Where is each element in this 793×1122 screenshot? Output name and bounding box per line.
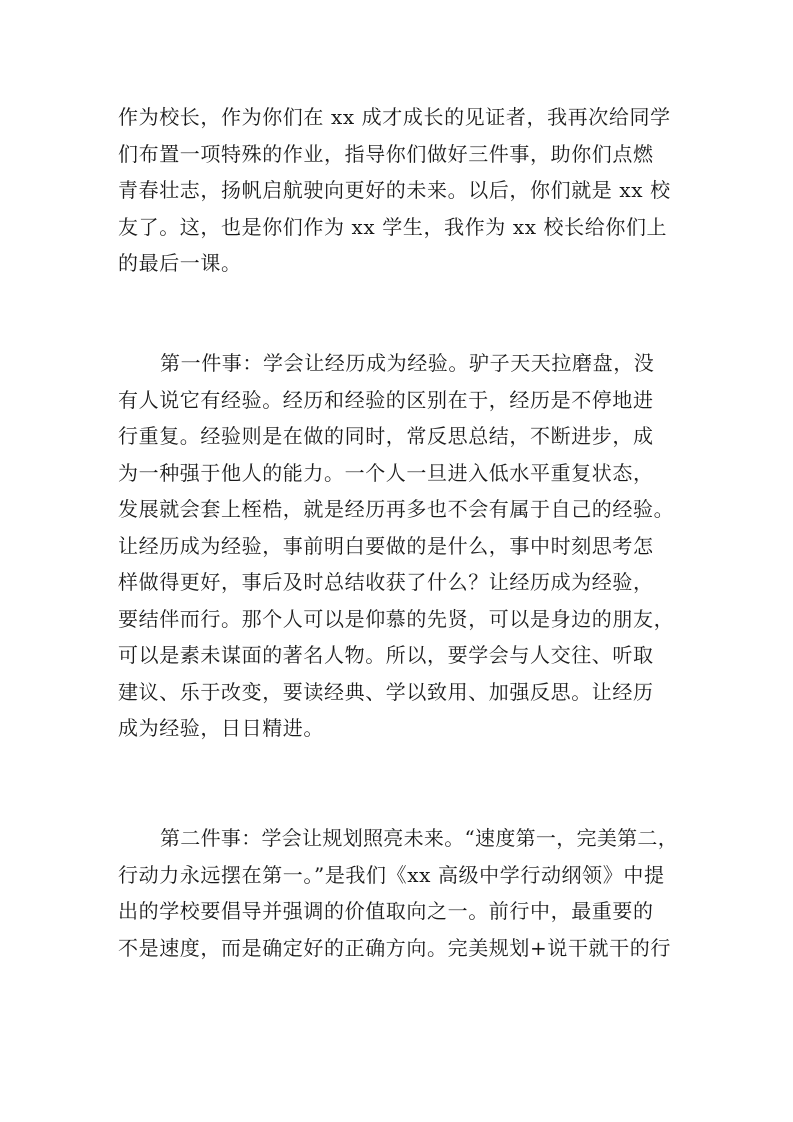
text-line: 的最后一课。 — [118, 251, 242, 275]
text-line: 作为校长，作为你们在 xx 成才成长的见证者，我再次给同学 — [118, 105, 671, 129]
text-line: 青春壮志，扬帆启航驶向更好的未来。以后，你们就是 xx 校 — [118, 178, 671, 202]
paragraph-second-thing — [118, 820, 680, 966]
text-line: 要结伴而行。那个人可以是仰慕的先贤，可以是身边的朋友， — [118, 606, 675, 631]
text-line: 行动力永远摆在第一。”是我们《xx 高级中学行动纲领》中提 — [118, 862, 665, 887]
paragraph-first-thing — [118, 345, 680, 747]
text-line: 可以是素未谋面的著名人物。所以，要学会与人交往、听取 — [118, 643, 654, 667]
text-line: 出的学校要倡导并强调的价值取向之一。前行中，最重要的 — [118, 899, 654, 923]
text-line: 行重复。经验则是在做的同时，常反思总结，不断进步，成 — [118, 424, 654, 448]
text-line: 们布置一项特殊的作业，指导你们做好三件事，助你们点燃 — [118, 141, 654, 166]
text-line: 友了。这，也是你们作为 xx 学生，我作为 xx 校长给你们上 — [118, 214, 668, 239]
text-line: 样做得更好，事后及时总结收获了什么？让经历成为经验， — [118, 570, 654, 594]
text-line: 发展就会套上桎梏，就是经历再多也不会有属于自己的经验。 — [118, 497, 675, 521]
text-line: 第二件事：学会让规划照亮未来。“速度第一，完美第二， — [160, 826, 679, 850]
paragraph-intro — [118, 99, 680, 282]
text-line: 有人说它有经验。经历和经验的区别在于，经历是不停地进 — [118, 387, 654, 412]
text-line: 为一种强于他人的能力。一个人一旦进入低水平重复状态， — [118, 460, 654, 485]
text-line: 成为经验，日日精进。 — [118, 716, 324, 740]
text-line: 让经历成为经验，事前明白要做的是什么，事中时刻思考怎 — [118, 533, 654, 558]
text-line: 不是速度，而是确定好的正确方向。完美规划+说干就干的行 — [118, 935, 671, 960]
text-line: 建议、乐于改变，要读经典、学以致用、加强反思。让经历 — [118, 679, 654, 704]
text-line: 第一件事：学会让经历成为经验。驴子天天拉磨盘，没 — [160, 351, 655, 375]
